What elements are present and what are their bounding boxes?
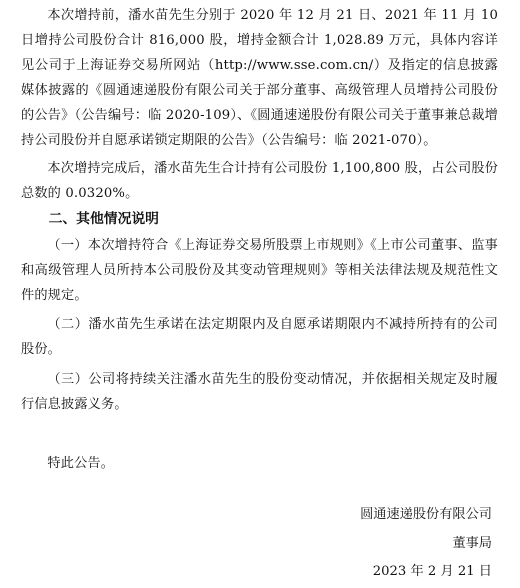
paragraph-item-3: （三）公司将持续关注潘水苗先生的股份变动情况，并依据相关规定及时履行信息披露义务。 (21, 372, 498, 412)
signature-board: 董事局 (452, 536, 492, 551)
section-heading: 二、其他情况说明 (48, 211, 159, 227)
paragraph-item-1: （一）本次增持符合《上海证券交易所股票上市规则》《上市公司董事、监事和高级管理人员所持本公司股份及其变动管理规则》等相关法律法规及规范性文件的规定。 (21, 238, 498, 303)
paragraph-prior-holdings: 本次增持前，潘水苗先生分别于 2020 年 12 月 21 日、2021 年 11 月 10 日增持公司股份合计 816,000 股，增持金额合计 1,028.89 万元，具体内容详见公司于上海证券交易所网站（http://www.sse.com.cn/）及指定的信息披露媒体披露的《圆通速递股份有限公司关于部分董事、高级管理人员增持公司股份的公告》（公告编号：临 2020-109）、《圆通速递股份有限公司关于董事兼总裁增持公司股份并自愿承诺锁定期限的公告》（公告编号：临 2021-070）。 (21, 8, 498, 148)
signature-date: 2023 年 2 月 21 日 (372, 564, 492, 579)
signature-company: 圆通速递股份有限公司 (360, 507, 492, 522)
paragraph-current-holdings: 本次增持完成后，潘水苗先生合计持有公司股份 1,100,800 股，占公司股份总数的 0.0320%。 (21, 161, 498, 201)
paragraph-item-2: （二）潘水苗先生承诺在法定期限内及自愿承诺期限内不减持所持有的公司股份。 (21, 317, 498, 357)
closing-text: 特此公告。 (47, 456, 115, 471)
